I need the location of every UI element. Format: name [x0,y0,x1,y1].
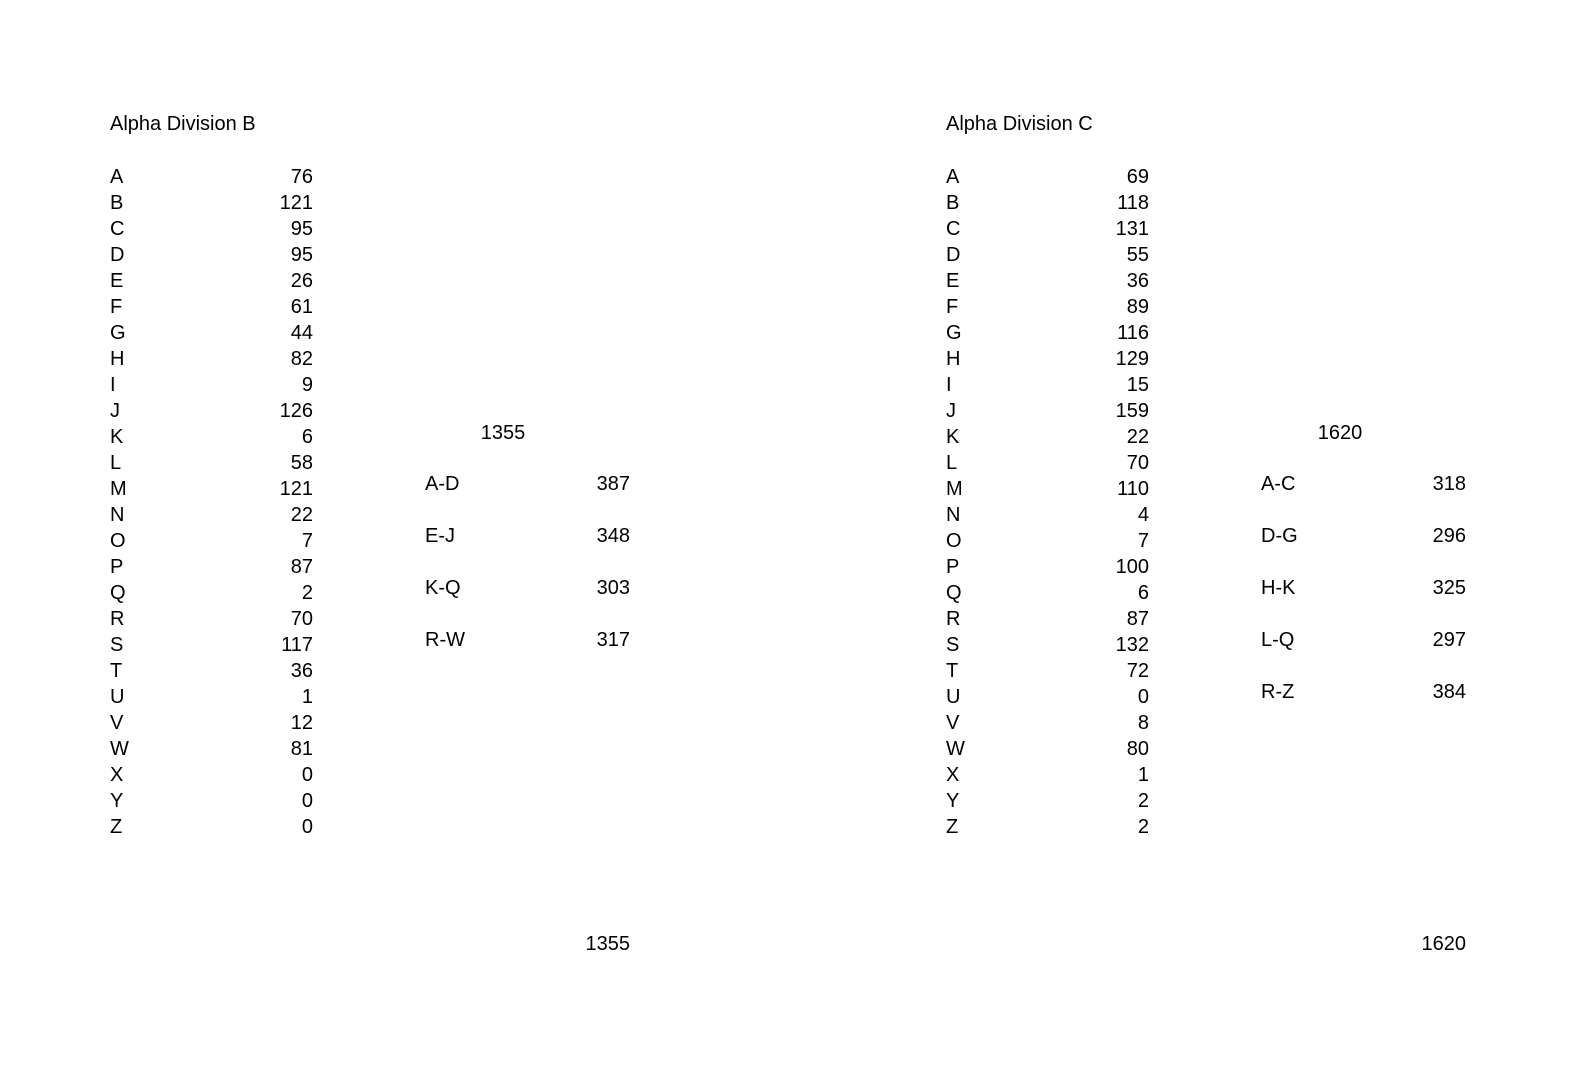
range-row [1261,575,1466,627]
range-value: 318 [1432,473,1466,495]
letter-label: K [110,426,124,448]
letter-count: 72 [1126,660,1149,682]
range-row [1261,679,1466,731]
letter-label: F [110,296,123,318]
letter-label: B [946,192,960,214]
letter-label: V [110,712,124,734]
letter-count: 0 [1137,686,1149,708]
letter-count: 87 [1126,608,1149,630]
letter-label: P [110,556,124,578]
letter-count: 36 [290,660,313,682]
range-row [1261,523,1466,575]
letter-label: R [110,608,125,630]
division-b-letter-column [110,164,170,840]
letter-label: H [110,348,125,370]
letter-count: 22 [1126,426,1149,448]
letter-label: N [110,504,125,526]
range-label: H-K [1261,577,1296,599]
letter-count: 6 [301,426,313,448]
letter-label: V [946,712,960,734]
letter-count: 58 [290,452,313,474]
division-c-count-column [1036,164,1149,840]
letter-count: 69 [1126,166,1149,188]
letter-count: 110 [1117,478,1149,500]
letter-count: 9 [301,374,313,396]
letter-label: A [110,166,124,188]
letter-count: 95 [290,244,313,266]
division-b-total: 1355 [585,933,630,955]
letter-count: 132 [1115,634,1149,656]
letter-count: 12 [290,712,313,734]
division-c-title: Alpha Division C [946,113,1093,135]
letter-label: G [110,322,126,344]
letter-label: M [946,478,963,500]
range-value: 296 [1432,525,1466,547]
letter-label: Q [110,582,126,604]
range-value: 317 [596,629,630,651]
letter-label: B [110,192,124,214]
letter-label: P [946,556,960,578]
range-row [425,627,630,679]
letter-label: Y [110,790,124,812]
letter-count: 126 [279,400,313,422]
division-c-letter-column [946,164,1006,840]
range-value: 384 [1432,681,1466,703]
letter-label: X [946,764,960,786]
letter-label: O [110,530,126,552]
range-label: A-D [425,473,460,495]
letter-count: 118 [1117,192,1149,214]
letter-label: I [110,374,116,396]
letter-label: F [946,296,959,318]
letter-label: U [946,686,961,708]
letter-label: Z [110,816,123,838]
letter-label: S [110,634,124,656]
range-label: A-C [1261,473,1296,495]
letter-count: 117 [281,634,313,656]
letter-count: 2 [301,582,313,604]
letter-label: A [946,166,960,188]
letter-count: 76 [290,166,313,188]
letter-count: 0 [301,816,313,838]
range-label: E-J [425,525,455,547]
range-label: L-Q [1261,629,1295,651]
letter-label: D [946,244,961,266]
letter-count: 87 [290,556,313,578]
letter-label: S [946,634,960,656]
letter-count: 80 [1126,738,1149,760]
letter-count: 61 [290,296,313,318]
letter-count: 121 [279,192,313,214]
division-c-subtotal: 1620 [1317,422,1363,444]
division-b-title: Alpha Division B [110,113,256,135]
letter-label: Z [946,816,959,838]
letter-label: L [946,452,958,474]
letter-label: H [946,348,961,370]
letter-count: 22 [290,504,313,526]
letter-count: 70 [1126,452,1149,474]
division-b-range-table [425,471,630,679]
range-value: 297 [1432,629,1466,651]
letter-count: 121 [279,478,313,500]
letter-count: 15 [1126,374,1149,396]
letter-count: 159 [1115,400,1149,422]
letter-count: 7 [1137,530,1149,552]
letter-count: 1 [1137,764,1149,786]
range-label: R-W [425,629,465,651]
division-c-range-table [1261,471,1466,731]
range-value: 325 [1432,577,1466,599]
letter-label: E [946,270,960,292]
division-c-total: 1620 [1421,933,1466,955]
letter-label: T [946,660,959,682]
letter-label: J [946,400,956,422]
letter-count: 82 [290,348,313,370]
range-label: K-Q [425,577,461,599]
range-row [425,575,630,627]
range-value: 303 [596,577,630,599]
letter-count: 129 [1115,348,1149,370]
letter-label: C [946,218,961,240]
range-row [1261,627,1466,679]
range-value: 348 [596,525,630,547]
letter-label: Y [946,790,960,812]
letter-label: I [946,374,952,396]
letter-label: G [946,322,962,344]
range-row [425,471,630,523]
letter-label: L [110,452,122,474]
letter-count: 2 [1137,790,1149,812]
letter-label: T [110,660,123,682]
letter-label: D [110,244,125,266]
letter-label: U [110,686,125,708]
range-row [425,523,630,575]
letter-label: X [110,764,124,786]
range-row [1261,471,1466,523]
letter-label: Q [946,582,962,604]
letter-count: 0 [301,764,313,786]
range-value: 387 [596,473,630,495]
letter-label: E [110,270,124,292]
letter-count: 131 [1115,218,1149,240]
letter-label: N [946,504,961,526]
letter-count: 6 [1137,582,1149,604]
letter-count: 95 [290,218,313,240]
letter-count: 44 [290,322,313,344]
division-b-count-column [200,164,313,840]
letter-count: 81 [290,738,313,760]
letter-label: C [110,218,125,240]
range-label: R-Z [1261,681,1295,703]
division-c-panel [836,0,1586,1080]
letter-count: 4 [1137,504,1149,526]
letter-count: 26 [290,270,313,292]
letter-label: W [110,738,129,760]
letter-count: 36 [1126,270,1149,292]
letter-count: 100 [1115,556,1149,578]
letter-count: 7 [301,530,313,552]
letter-label: J [110,400,120,422]
letter-label: W [946,738,965,760]
letter-count: 2 [1137,816,1149,838]
letter-count: 0 [301,790,313,812]
letter-count: 116 [1117,322,1149,344]
letter-label: M [110,478,127,500]
letter-count: 1 [301,686,313,708]
letter-label: O [946,530,962,552]
range-label: D-G [1261,525,1298,547]
letter-label: R [946,608,961,630]
letter-count: 89 [1126,296,1149,318]
letter-count: 55 [1126,244,1149,266]
letter-label: K [946,426,960,448]
division-b-subtotal: 1355 [480,422,526,444]
letter-count: 70 [290,608,313,630]
letter-count: 8 [1137,712,1149,734]
